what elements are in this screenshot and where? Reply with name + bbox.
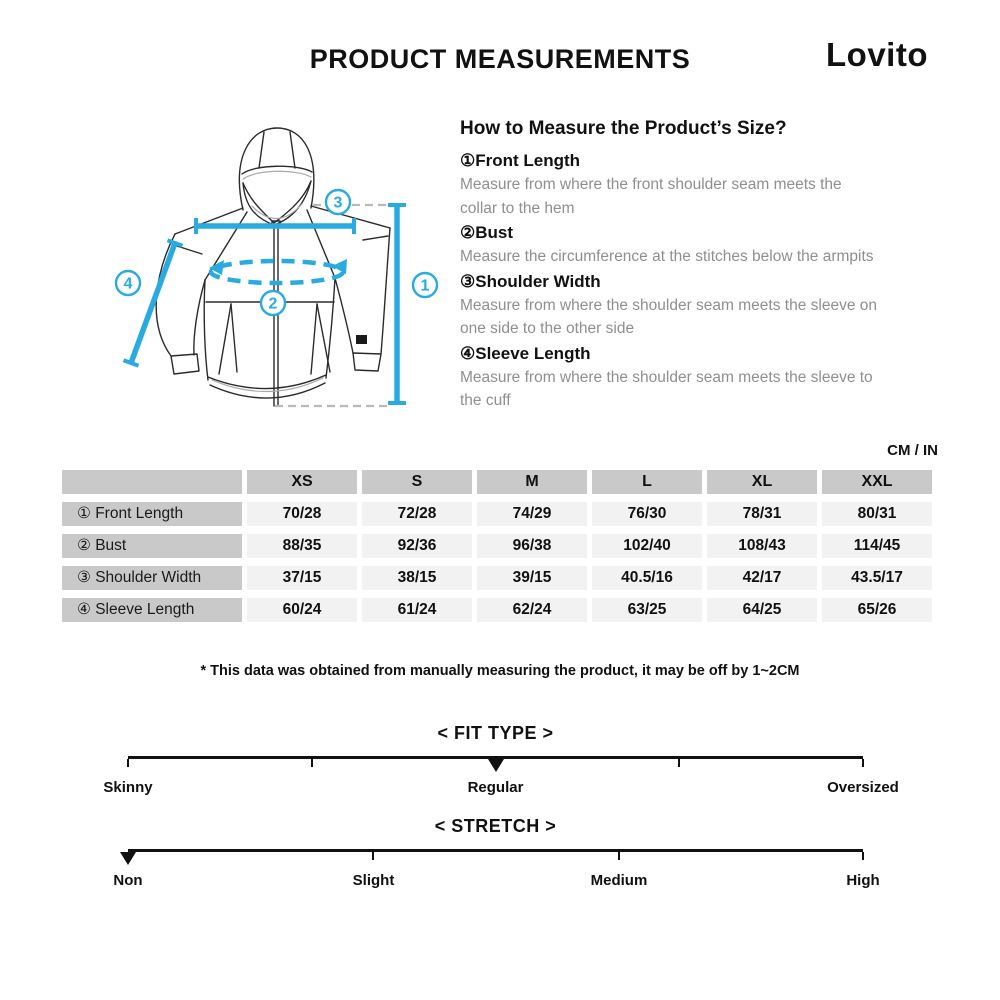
- guide-item-label: ③Shoulder Width: [460, 271, 601, 291]
- measurement-value: 96/38: [477, 534, 587, 558]
- measurement-value: 40.5/16: [592, 566, 702, 590]
- scale-tick: [127, 759, 129, 767]
- measurement-value: 108/43: [707, 534, 817, 558]
- guide-item-label: ②Bust: [460, 223, 514, 242]
- measurement-value: 42/17: [707, 566, 817, 590]
- stretch-heading: < STRETCH >: [434, 816, 557, 836]
- scale-label: High: [846, 872, 880, 889]
- scale-label: Medium: [590, 872, 648, 889]
- scale-tick: [862, 852, 864, 860]
- badge-1-num: 1: [420, 277, 430, 295]
- measure-guide-heading: How to Measure the Product’s Size?: [460, 118, 787, 139]
- scale-label: Regular: [467, 779, 524, 796]
- scale-label: Non: [113, 872, 143, 889]
- stretch-track: [128, 849, 863, 865]
- disclaimer-text: * This data was obtained from manually measuring the product, it may be off by 1~2CM: [200, 663, 800, 679]
- brand-logo: Lovito: [826, 36, 928, 73]
- measure-guide: [460, 118, 878, 413]
- sleeve-length-line: [124, 240, 183, 365]
- scale-tick: [678, 759, 680, 767]
- badge-3: [326, 190, 350, 214]
- scale-label: Skinny: [103, 779, 153, 796]
- page-title: PRODUCT MEASUREMENTS: [309, 44, 691, 74]
- fit-type-track: [128, 756, 863, 772]
- measurement-value: 92/36: [362, 534, 472, 558]
- measurement-value: 114/45: [822, 534, 932, 558]
- size-column-header: M: [477, 470, 587, 494]
- measurement-row-label: ② Bust: [62, 534, 242, 558]
- table-row: [62, 502, 932, 526]
- measurement-value: 37/15: [247, 566, 357, 590]
- table-header-row: [62, 470, 932, 494]
- measurement-value: 72/28: [362, 502, 472, 526]
- measurement-value: 43.5/17: [822, 566, 932, 590]
- table-row: [62, 566, 932, 590]
- measurement-value: 64/25: [707, 598, 817, 622]
- corner-cell: [62, 470, 242, 494]
- fit-type-heading: < FIT TYPE >: [437, 723, 554, 743]
- measurement-value: 65/26: [822, 598, 932, 622]
- badge-1: [413, 273, 437, 297]
- stretch-labels: [113, 872, 880, 894]
- jacket-diagram-svg: [85, 108, 455, 438]
- measurement-value: 88/35: [247, 534, 357, 558]
- measurement-value: 102/40: [592, 534, 702, 558]
- guide-item-desc: Measure the circumference at the stitches below the armpits: [460, 248, 874, 265]
- guide-item-desc: Measure from where the shoulder seam meets the sleeve to the cuff: [460, 368, 873, 409]
- product-diagram: [85, 108, 455, 438]
- size-column-header: XS: [247, 470, 357, 494]
- guide-item-desc: Measure from where the shoulder seam meets the sleeve on one side to the other side: [460, 296, 877, 337]
- size-column-header: XXL: [822, 470, 932, 494]
- badge-3-num: 3: [333, 194, 343, 212]
- size-table: [57, 462, 937, 630]
- scale-tick: [862, 759, 864, 767]
- measurement-value: 38/15: [362, 566, 472, 590]
- guide-item-label: ④Sleeve Length: [460, 343, 591, 363]
- scale-label: Oversized: [827, 779, 899, 796]
- sleeve-label-patch: [356, 335, 367, 344]
- fit-type-scale: [103, 723, 899, 801]
- measurement-value: 60/24: [247, 598, 357, 622]
- size-column-header: L: [592, 470, 702, 494]
- guide-item-desc: Measure from where the front shoulder seam meets the collar to the hem: [460, 176, 842, 217]
- measurement-row-label: ③ Shoulder Width: [62, 566, 242, 590]
- badge-4: [116, 271, 140, 295]
- guide-item-label: ①Front Length: [460, 151, 581, 170]
- measurement-value: 62/24: [477, 598, 587, 622]
- size-column-header: XL: [707, 470, 817, 494]
- measurement-value: 80/31: [822, 502, 932, 526]
- scale-tick: [618, 852, 620, 860]
- fit-type-labels: [103, 779, 899, 801]
- scale-tick: [311, 759, 313, 767]
- measurement-value: 61/24: [362, 598, 472, 622]
- dashed-guides: [275, 205, 388, 406]
- scale-marker-triangle: [488, 759, 504, 772]
- badge-4-num: 4: [123, 275, 133, 293]
- scale-tick: [372, 852, 374, 860]
- badge-2: [261, 291, 285, 315]
- units-label: CM / IN: [887, 442, 938, 459]
- size-column-header: S: [362, 470, 472, 494]
- measurement-row-label: ① Front Length: [62, 502, 242, 526]
- table-row: [62, 534, 932, 558]
- measurement-value: 39/15: [477, 566, 587, 590]
- measurement-value: 63/25: [592, 598, 702, 622]
- measurement-value: 78/31: [707, 502, 817, 526]
- scale-marker-triangle: [120, 852, 136, 865]
- measurement-value: 76/30: [592, 502, 702, 526]
- measurement-value: 70/28: [247, 502, 357, 526]
- stretch-scale: [113, 816, 880, 894]
- measurement-row-label: ④ Sleeve Length: [62, 598, 242, 622]
- jacket-outline: [156, 128, 390, 406]
- bust-ellipse: [211, 261, 343, 283]
- front-length-line: [388, 205, 406, 403]
- measurement-value: 74/29: [477, 502, 587, 526]
- scale-label: Slight: [352, 872, 395, 889]
- table-row: [62, 598, 932, 622]
- badge-2-num: 2: [268, 295, 278, 313]
